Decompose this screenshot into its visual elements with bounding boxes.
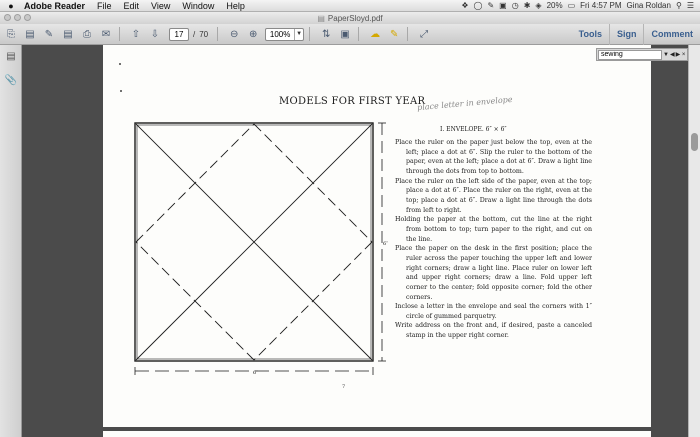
instructions-text xyxy=(395,138,592,341)
zoom-out-button[interactable]: ⊖ xyxy=(229,28,239,40)
find-input[interactable] xyxy=(598,50,662,60)
vertical-scrollbar[interactable] xyxy=(688,45,700,437)
next-pdf-page xyxy=(103,431,651,437)
instruction-paragraph: Inclose a letter in the envelope and seal the corners with 1″ circle of gummed parquetry. xyxy=(395,303,592,320)
envelope-diagram xyxy=(131,118,389,380)
page-title: MODELS FOR FIRST YEAR xyxy=(279,96,426,107)
time-machine-icon[interactable]: ◷ xyxy=(511,1,519,10)
instruction-paragraph: Place the paper on the desk in the first position; place the ruler across the paper touching the upper left and lower right corners; draw a light line. Place ruler on lower left and upper right corners; draw a line. Fold upper left corner to the center; fold opposite corner; fold the other corners. xyxy=(395,245,592,301)
screen-icon[interactable]: ▣ xyxy=(499,1,507,10)
instruction-paragraph: Place the ruler on the left side of the paper, even at the top; place a dot at 6″. Place the ruler on the right, even at the top; place a dot at 6″. Draw a light line through the dots from left to right. xyxy=(395,177,592,214)
notification-center-icon[interactable]: ☰ xyxy=(686,1,694,10)
highlight-icon[interactable]: ✎ xyxy=(389,28,399,40)
sign-panel-button[interactable]: Sign xyxy=(609,24,644,45)
find-bar xyxy=(596,48,688,61)
toolbar-separator xyxy=(119,27,120,41)
minimize-window-button[interactable] xyxy=(14,14,21,21)
fit-width-icon[interactable]: ⇅ xyxy=(321,28,331,40)
read-mode-icon[interactable]: ⤢ xyxy=(420,28,429,40)
fit-page-icon[interactable]: ▣ xyxy=(340,28,350,40)
menubar xyxy=(0,0,700,12)
section-heading: I. ENVELOPE. 6″ × 6″ xyxy=(440,126,507,133)
window-titlebar xyxy=(0,12,700,24)
tools-panel-button[interactable]: Tools xyxy=(578,29,602,39)
comment-panel-button[interactable]: Comment xyxy=(643,24,700,45)
page-number-input[interactable] xyxy=(169,28,189,41)
wifi-icon[interactable]: ◈ xyxy=(535,1,542,10)
user-name[interactable]: Gina Roldan xyxy=(626,1,671,10)
toolbar-separator xyxy=(217,27,218,41)
menu-edit[interactable]: Edit xyxy=(123,0,140,11)
handwritten-note: place letter in envelope xyxy=(416,94,513,113)
attachments-icon[interactable]: 📎 xyxy=(4,74,18,86)
battery-percent: 20% xyxy=(546,1,563,10)
bluetooth-icon[interactable]: ✱ xyxy=(523,1,531,10)
clock[interactable]: Fri 4:57 PM xyxy=(580,1,622,10)
window-title: PaperSloyd.pdf xyxy=(327,13,383,23)
sticky-note-icon[interactable]: ☁ xyxy=(370,28,381,40)
document-icon: ▤ xyxy=(317,13,325,23)
spotlight-icon[interactable]: ⚲ xyxy=(675,1,682,10)
next-page-button[interactable]: ⇩ xyxy=(150,28,160,40)
find-previous-button[interactable]: ◀ xyxy=(669,52,675,58)
dropbox-icon[interactable]: ❖ xyxy=(461,1,469,10)
instruction-paragraph: Write address on the front and, if desired, paste a canceled stamp in the upper right corner. xyxy=(395,322,592,340)
page-separator: / xyxy=(193,29,196,39)
total-pages: 70 xyxy=(199,29,209,39)
app-menu[interactable]: Adobe Reader xyxy=(24,0,86,11)
page-speck xyxy=(119,63,121,65)
edit-pdf-icon[interactable]: ✎ xyxy=(44,28,54,40)
toolbar-separator xyxy=(358,27,359,41)
menu-help[interactable]: Help xyxy=(226,0,245,11)
toolbar-separator xyxy=(407,27,408,41)
navigation-pane xyxy=(0,45,22,437)
close-find-icon[interactable]: × xyxy=(681,51,686,58)
toolbar xyxy=(0,24,700,45)
document-viewer[interactable] xyxy=(22,45,688,437)
close-window-button[interactable] xyxy=(4,14,11,21)
zoom-select[interactable] xyxy=(265,28,304,41)
open-icon[interactable]: ▤ xyxy=(25,28,35,40)
apple-menu-icon[interactable]: ● xyxy=(8,0,14,11)
instruction-paragraph: Place the ruler on the paper just below the top, even at the left; place a dot at 6″. Slip the ruler to the bottom of the paper, even at the left; place a dot at 6″. Draw a light line through the dots from top to bottom. xyxy=(395,139,592,175)
evernote-icon[interactable]: ✎ xyxy=(487,1,495,10)
page-speck xyxy=(120,90,122,92)
email-icon[interactable]: ✉ xyxy=(101,28,111,40)
bottom-dimension-label: 6″ xyxy=(253,370,259,376)
zoom-input[interactable] xyxy=(266,29,294,40)
create-pdf-icon[interactable]: ⎘ xyxy=(7,28,15,40)
menu-view[interactable]: View xyxy=(151,0,171,11)
menu-window[interactable]: Window xyxy=(182,0,215,11)
save-icon[interactable]: ▤ xyxy=(63,28,73,40)
right-dimension-label: 6″ xyxy=(383,241,389,247)
find-next-button[interactable]: ▶ xyxy=(675,52,681,58)
toolbar-separator xyxy=(309,27,310,41)
find-options-icon[interactable]: ▼ xyxy=(663,51,669,58)
menu-file[interactable]: File xyxy=(97,0,112,11)
page-thumbnails-icon[interactable]: ▤ xyxy=(6,50,16,62)
zoom-in-button[interactable]: ⊕ xyxy=(248,28,258,40)
page-number: 7 xyxy=(342,384,346,390)
battery-icon[interactable]: ▭ xyxy=(567,1,576,10)
skype-icon[interactable]: ◯ xyxy=(473,1,483,10)
scrollbar-thumb[interactable] xyxy=(691,133,698,151)
zoom-window-button[interactable] xyxy=(24,14,31,21)
previous-page-button[interactable]: ⇧ xyxy=(131,28,141,40)
print-icon[interactable]: ⎙ xyxy=(83,28,91,40)
chevron-down-icon[interactable]: ▼ xyxy=(294,29,303,40)
pdf-page xyxy=(103,45,651,427)
instruction-paragraph: Holding the paper at the bottom, cut the line at the right from bottom to top; turn paper to the right, and cut on the line. xyxy=(395,216,592,243)
